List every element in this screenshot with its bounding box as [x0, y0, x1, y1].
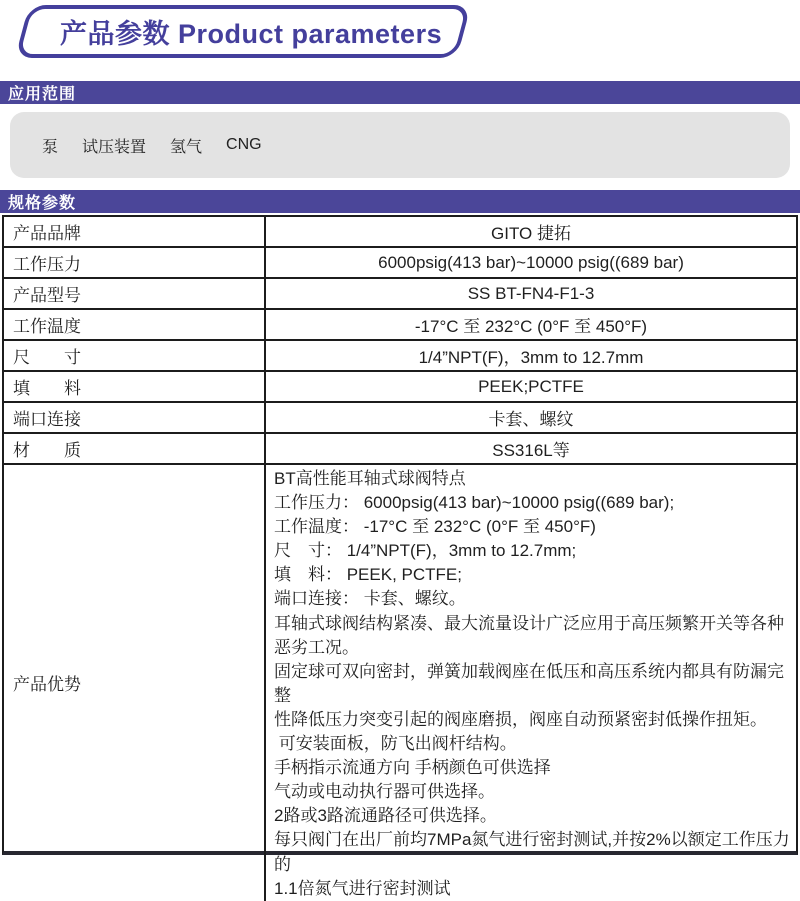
application-item-cng: CNG: [226, 136, 262, 153]
advantage-line: 气动或电动执行器可供选择。: [274, 782, 495, 802]
spec-value: SS316L等: [492, 441, 570, 460]
spec-value: SS BT-FN4-F1-3: [467, 283, 595, 303]
spec-value: 6000psig(413 bar)~10000 psig((689 bar): [378, 252, 684, 272]
advantage-line: 可安装面板，防飞出阀杆结构。: [274, 734, 517, 754]
banner-title: 产品参数 Product parameters: [60, 19, 443, 49]
section-header-application-label: 应用范围: [8, 86, 77, 103]
spec-label: 材 质: [4, 434, 266, 463]
spec-value: 卡套、螺纹: [488, 410, 574, 429]
advantage-line: 工作压力： 6000psig(413 bar)~10000 psig((689 bar);: [274, 493, 675, 513]
advantage-line: 填 料： PEEK, PCTFE;: [274, 565, 462, 585]
spec-value: 1/4”NPT(F)，3mm to 12.7mm: [418, 348, 644, 367]
spec-label: 端口连接: [4, 403, 266, 432]
spec-row-working-pressure: [4, 248, 796, 279]
advantage-line: 尺 寸： 1/4”NPT(F)，3mm to 12.7mm;: [274, 541, 577, 561]
specs-table: [2, 215, 798, 898]
section-header-specs-label: 规格参数: [8, 195, 77, 212]
section-header-application: [0, 81, 800, 104]
spec-label: 产品品牌: [4, 217, 266, 246]
advantage-line: 性降低压力突变引起的阀座磨损，阀座自动预紧密封低操作扭矩。: [274, 709, 767, 729]
advantage-line: 耳轴式球阀结构紧凑、最大流量设计广泛应用于高压频繁开关等各种: [274, 613, 784, 633]
section-header-specs: [0, 190, 800, 213]
product-parameters-banner: [15, 5, 471, 58]
application-item-hydrogen: 氢气: [170, 138, 203, 156]
advantage-line: 工作温度： -17°C 至 232°C (0°F 至 450°F): [274, 517, 596, 537]
advantage-row: [4, 465, 796, 901]
advantage-line: BT高性能耳轴式球阀特点: [274, 469, 466, 488]
advantage-line: 每只阀门在出厂前均7MPa氮气进行密封测试,并按2%以额定工作压力的: [274, 830, 790, 874]
spec-value: -17°C 至 232°C (0°F 至 450°F): [414, 317, 648, 336]
advantage-line: 1.1倍氮气进行密封测试: [274, 878, 451, 898]
advantage-line: 端口连接： 卡套、螺纹。: [274, 589, 466, 609]
advantage-line: 手柄指示流通方向 手柄颜色可供选择: [274, 758, 551, 778]
spec-row-model: [4, 279, 796, 310]
spec-label: 填 料: [4, 372, 266, 401]
spec-label: 产品型号: [4, 279, 266, 308]
spec-value: PEEK;PCTFE: [478, 376, 584, 396]
spec-row-packing: [4, 372, 796, 403]
advantage-label: 产品优势: [4, 465, 266, 901]
advantage-line: 2路或3路流通路径可供选择。: [274, 806, 497, 826]
spec-label: 工作温度: [4, 310, 266, 339]
advantage-line: 恶劣工况。: [274, 637, 359, 657]
spec-row-working-temperature: [4, 310, 796, 341]
application-item-pump: 泵: [42, 138, 59, 156]
spec-row-brand: [4, 217, 796, 248]
spec-row-material: [4, 434, 796, 465]
advantage-line: 固定球可双向密封，弹簧加载阀座在低压和高压系统内都具有防漏完整: [274, 661, 784, 705]
advantage-lines: [266, 465, 796, 901]
spec-label: 尺 寸: [4, 341, 266, 370]
application-item-pressure-test: 试压装置: [82, 138, 147, 156]
spec-row-size: [4, 341, 796, 372]
spec-row-port-connection: [4, 403, 796, 434]
spec-value: GITO 捷拓: [491, 224, 571, 243]
spec-label: 工作压力: [4, 248, 266, 277]
application-scope-box: [10, 112, 790, 178]
